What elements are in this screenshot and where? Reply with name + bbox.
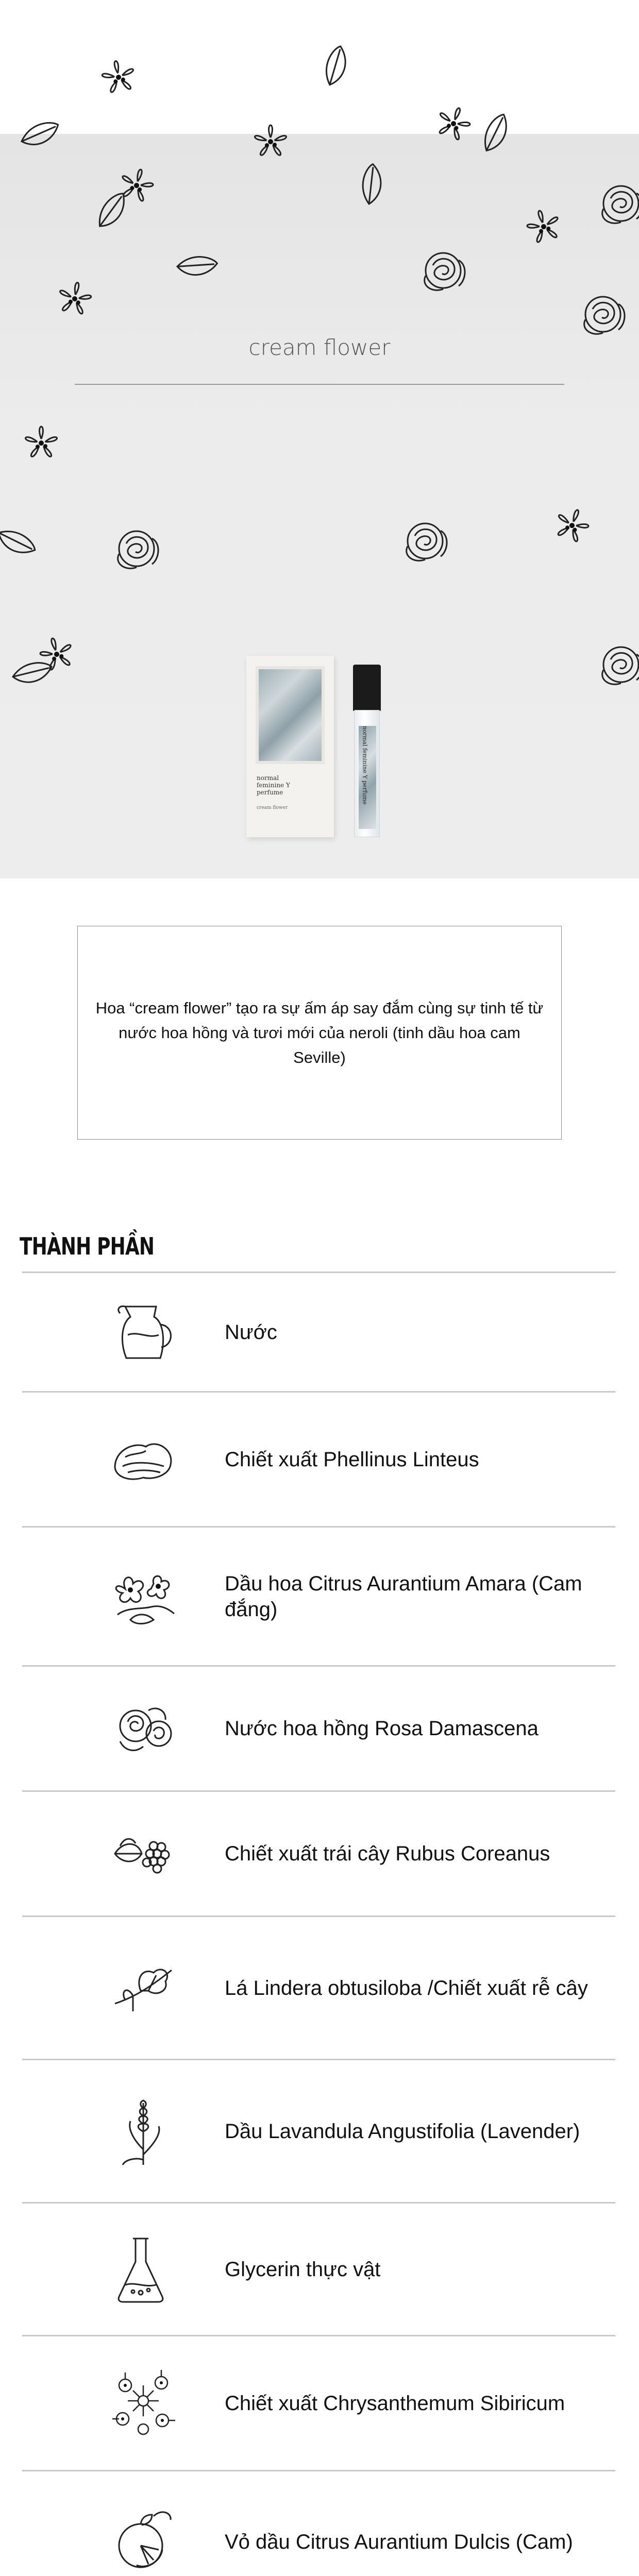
bottle-cap bbox=[353, 665, 381, 711]
description-text: Hoa “cream flower” tạo ra sự ấm áp say đắm cùng sự tinh tế từ nước hoa hồng và tươi mới của neroli (tinh dầu hoa cam Seville) bbox=[95, 998, 544, 1066]
hero-title: cream flower bbox=[248, 335, 391, 360]
ingredient-name: Chiết xuất Chrysanthemum Sibiricum bbox=[225, 2392, 565, 2415]
hero-banner bbox=[0, 0, 639, 878]
ingredient-name: Dầu Lavandula Angustifolia (Lavender) bbox=[225, 2120, 580, 2143]
ingredient-row bbox=[22, 1792, 615, 1917]
box-sublabel: cream flower bbox=[257, 805, 288, 810]
ingredient-row bbox=[22, 1273, 615, 1393]
ingredient-name: Nước hoa hồng Rosa Damascena bbox=[225, 1717, 539, 1740]
orange-peel-icon bbox=[105, 2503, 182, 2576]
ingredient-name: Nước bbox=[225, 1320, 277, 1344]
ingredient-row bbox=[22, 1393, 615, 1528]
ingredients-list bbox=[22, 1272, 615, 2576]
bottle-glass bbox=[354, 710, 380, 837]
ingredient-row bbox=[22, 2060, 615, 2204]
lavender-icon bbox=[105, 2093, 182, 2170]
ingredient-row bbox=[22, 1528, 615, 1667]
water-pitcher-icon bbox=[105, 1294, 182, 1371]
box-window bbox=[256, 666, 325, 764]
ingredient-name: Dầu hoa Citrus Aurantium Amara (Cam đắng) bbox=[225, 1572, 582, 1621]
hero-divider bbox=[75, 384, 564, 385]
chrysanthemum-icon bbox=[105, 2365, 182, 2442]
perfume-box bbox=[246, 656, 334, 837]
ingredient-row bbox=[22, 2471, 615, 2576]
ingredient-row bbox=[22, 2336, 615, 2471]
ingredient-name: Vỏ dầu Citrus Aurantium Dulcis (Cam) bbox=[225, 2531, 573, 2553]
perfume-bottle bbox=[353, 665, 381, 837]
ingredient-row bbox=[22, 1917, 615, 2060]
box-label: normal feminine Y perfume bbox=[257, 774, 290, 796]
ingredient-row bbox=[22, 1667, 615, 1792]
ingredient-name: Lá Lindera obtusiloba /Chiết xuất rễ cây bbox=[225, 1976, 588, 1999]
mushroom-icon bbox=[105, 1421, 182, 1498]
description-box bbox=[77, 926, 562, 1140]
ingredient-name: Chiết xuất trái cây Rubus Coreanus bbox=[225, 1842, 550, 1865]
raspberry-icon bbox=[105, 1815, 182, 1892]
rose-icon bbox=[105, 1690, 182, 1767]
flask-icon bbox=[105, 2231, 182, 2308]
ingredient-name: Glycerin thực vật bbox=[225, 2258, 381, 2281]
ingredient-name: Chiết xuất Phellinus Linteus bbox=[225, 1448, 479, 1471]
lindera-leaf-icon bbox=[105, 1950, 182, 2027]
ingredient-row bbox=[22, 2204, 615, 2336]
orange-blossom-icon bbox=[105, 1558, 182, 1635]
ingredients-title: THÀNH PHẦN bbox=[20, 1232, 155, 1260]
bottle-text: normal feminine Y perfume bbox=[361, 726, 368, 805]
